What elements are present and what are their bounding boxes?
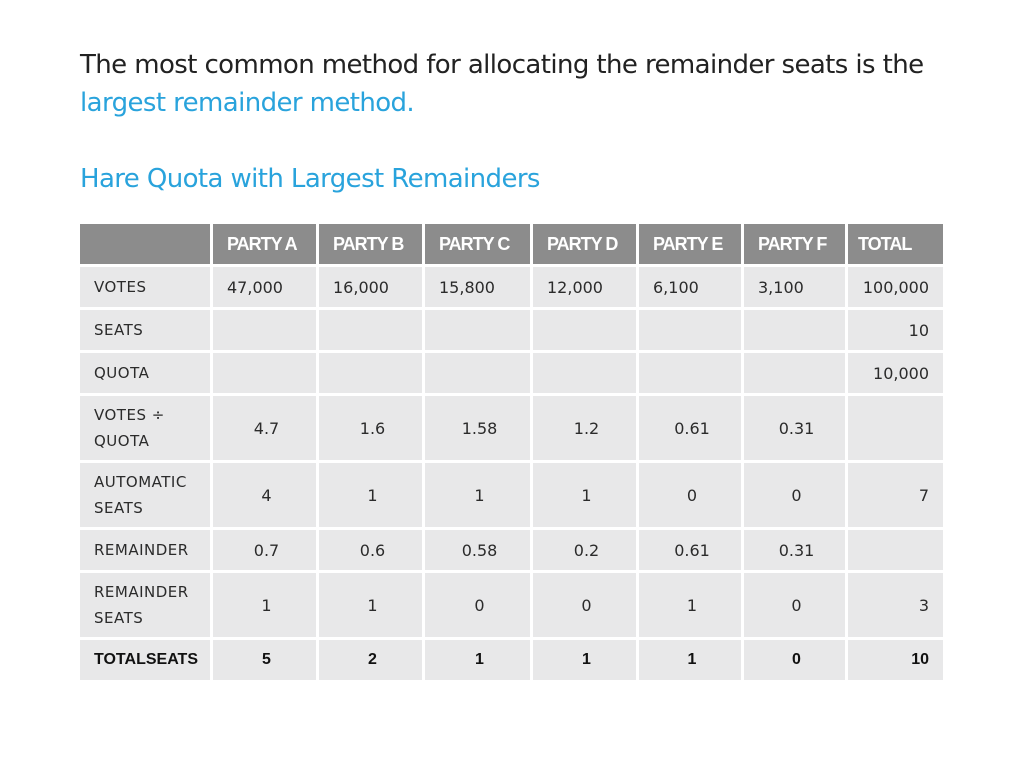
row-label: AUTOMATIC SEATS xyxy=(80,463,210,527)
header-party-f: PARTY F xyxy=(744,224,845,264)
table-row xyxy=(80,310,943,350)
cell: 1 xyxy=(533,640,636,680)
cell: 1 xyxy=(639,573,741,637)
cell xyxy=(213,353,316,393)
cell: 1 xyxy=(319,573,422,637)
cell: 15,800 xyxy=(425,267,530,307)
cell: 4.7 xyxy=(213,396,316,460)
header-blank xyxy=(80,224,210,264)
cell: 0 xyxy=(744,463,845,527)
row-label: TOTALSEATS xyxy=(80,640,210,680)
intro-paragraph xyxy=(80,46,960,122)
seat-allocation-table xyxy=(77,221,946,683)
cell: 1.2 xyxy=(533,396,636,460)
section-subtitle: Hare Quota with Largest Remainders xyxy=(80,164,540,194)
cell: 2 xyxy=(319,640,422,680)
cell: 1 xyxy=(533,463,636,527)
cell xyxy=(425,353,530,393)
cell xyxy=(639,310,741,350)
cell: 0 xyxy=(425,573,530,637)
cell: 6,100 xyxy=(639,267,741,307)
cell: 1 xyxy=(319,463,422,527)
row-label: VOTES xyxy=(80,267,210,307)
cell: 1 xyxy=(639,640,741,680)
cell: 0.58 xyxy=(425,530,530,570)
cell: 1 xyxy=(425,463,530,527)
cell: 12,000 xyxy=(533,267,636,307)
cell xyxy=(213,310,316,350)
cell xyxy=(319,353,422,393)
cell: 5 xyxy=(213,640,316,680)
cell xyxy=(639,353,741,393)
cell: 0 xyxy=(533,573,636,637)
cell-total: 10 xyxy=(848,310,943,350)
table-row xyxy=(80,353,943,393)
header-party-c: PARTY C xyxy=(425,224,530,264)
cell: 0.7 xyxy=(213,530,316,570)
table-row xyxy=(80,463,943,527)
row-label: REMAINDER xyxy=(80,530,210,570)
row-label: REMAINDER SEATS xyxy=(80,573,210,637)
cell xyxy=(744,353,845,393)
cell: 0.6 xyxy=(319,530,422,570)
cell: 4 xyxy=(213,463,316,527)
cell xyxy=(319,310,422,350)
header-party-b: PARTY B xyxy=(319,224,422,264)
cell: 47,000 xyxy=(213,267,316,307)
cell: 1.6 xyxy=(319,396,422,460)
cell: 0.31 xyxy=(744,396,845,460)
header-party-d: PARTY D xyxy=(533,224,636,264)
table-row xyxy=(80,573,943,637)
cell: 3,100 xyxy=(744,267,845,307)
cell-total: 10 xyxy=(848,640,943,680)
header-total: TOTAL xyxy=(848,224,943,264)
cell: 0 xyxy=(744,640,845,680)
cell: 1 xyxy=(213,573,316,637)
cell: 1.58 xyxy=(425,396,530,460)
cell: 16,000 xyxy=(319,267,422,307)
row-label: VOTES ÷ QUOTA xyxy=(80,396,210,460)
cell: 0.2 xyxy=(533,530,636,570)
cell xyxy=(533,353,636,393)
table-row xyxy=(80,396,943,460)
header-party-e: PARTY E xyxy=(639,224,741,264)
table-row xyxy=(80,267,943,307)
table-row xyxy=(80,530,943,570)
cell: 0 xyxy=(639,463,741,527)
cell xyxy=(744,310,845,350)
row-label: QUOTA xyxy=(80,353,210,393)
intro-highlight: largest remainder method. xyxy=(80,88,415,118)
row-label: SEATS xyxy=(80,310,210,350)
cell-total: 3 xyxy=(848,573,943,637)
table-header-row xyxy=(80,224,943,264)
cell: 0.61 xyxy=(639,396,741,460)
cell-total xyxy=(848,396,943,460)
cell-total xyxy=(848,530,943,570)
cell-total: 100,000 xyxy=(848,267,943,307)
header-party-a: PARTY A xyxy=(213,224,316,264)
cell-total: 10,000 xyxy=(848,353,943,393)
cell: 1 xyxy=(425,640,530,680)
cell xyxy=(425,310,530,350)
cell: 0 xyxy=(744,573,845,637)
intro-text: The most common method for allocating the remainder seats is the xyxy=(80,50,924,80)
table-row-totals xyxy=(80,640,943,680)
cell-total: 7 xyxy=(848,463,943,527)
cell: 0.61 xyxy=(639,530,741,570)
cell: 0.31 xyxy=(744,530,845,570)
cell xyxy=(533,310,636,350)
